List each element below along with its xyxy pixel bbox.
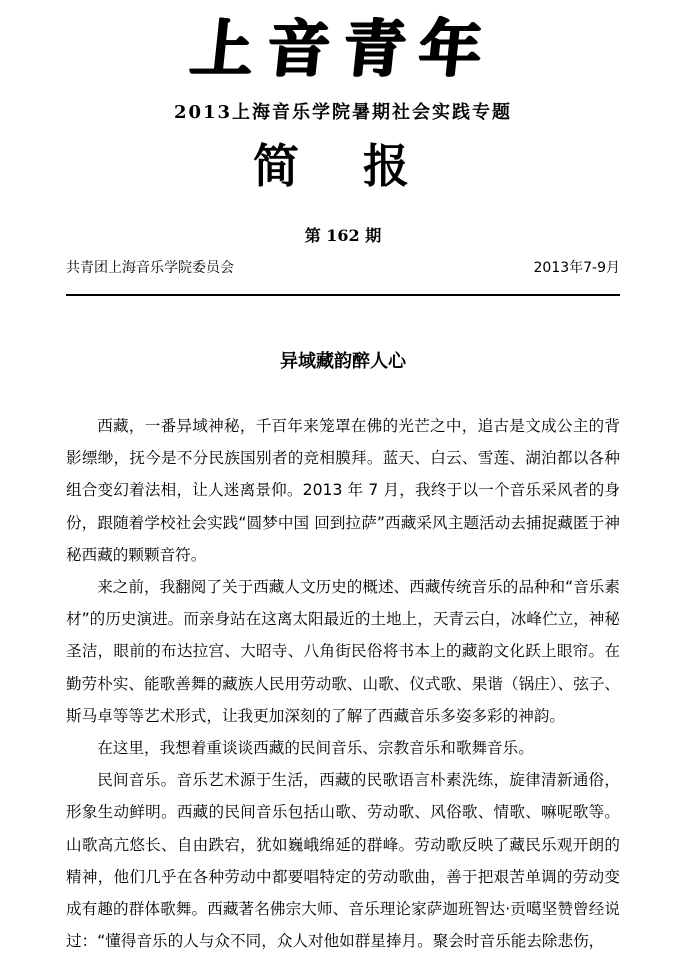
masthead-title: 上音青年 [187,12,499,85]
article-body [66,410,620,957]
article-paragraph: 来之前，我翻阅了关于西藏人文历史的概述、西藏传统音乐的品种和“音乐素材”的历史演进。而亲身站在这离太阳最近的土地上，天青云白，冰峰伫立，神秘圣洁，眼前的布达拉宫、大昭寺、八角街民俗将书本上的藏韵文化跃上眼帘。在勤劳朴实、能歌善舞的藏族人民用劳动歌、山歌、仪式歌、果谐（锅庄）、弦子、斯马卓等等艺术形式，让我更加深刻的了解了西藏音乐多姿多彩的神韵。 [66,578,620,725]
article-title: 异域藏韵醉人心 [280,351,406,372]
brief-title: 简 报 [252,139,433,193]
header-divider [66,294,620,296]
issuer-row [66,257,620,279]
article-paragraph: 民间音乐。音乐艺术源于生活，西藏的民歌语言朴素洗练，旋律清新通俗，形象生动鲜明。西藏的民间音乐包括山歌、劳动歌、风俗歌、情歌、嘛呢歌等。山歌高亢悠长、自由跌宕，犹如巍峨绵延的群峰。劳动歌反映了藏民乐观开朗的精神，他们几乎在各种劳动中都要唱特定的劳动歌曲，善于把艰苦单调的劳动变成有趣的群体歌舞。西藏著名佛宗大师、音乐理论家萨迦班智达·贡噶坚赞曾经说过：“懂得音乐的人与众不同，众人对他如群星捧月。聚会时音乐能去除悲伤， [66,771,620,951]
issue-date: 2013年7-9月 [533,260,620,276]
article-paragraph: 西藏，一番异域神秘，千百年来笼罩在佛的光芒之中，追古是文成公主的背影缥缈，抚今是不分民族国别者的竞相膜拜。蓝天、白云、雪莲、湖泊都以各种组合变幻着法相，让人迷离景仰。2013 年 7 月，我终于以一个音乐采风者的身份，跟随着学校社会实践“圆梦中国 回到拉萨”西藏采风主题活动去捕捉藏匿于神秘西藏的颗颗音符。 [66,417,620,564]
issuer-name: 共青团上海音乐学院委员会 [66,260,234,276]
article-paragraph: 在这里，我想着重谈谈西藏的民间音乐、宗教音乐和歌舞音乐。 [97,739,534,758]
issue-number: 第 162 期 [304,226,382,245]
masthead-subtitle: 2013上海音乐学院暑期社会实践专题 [173,102,513,123]
